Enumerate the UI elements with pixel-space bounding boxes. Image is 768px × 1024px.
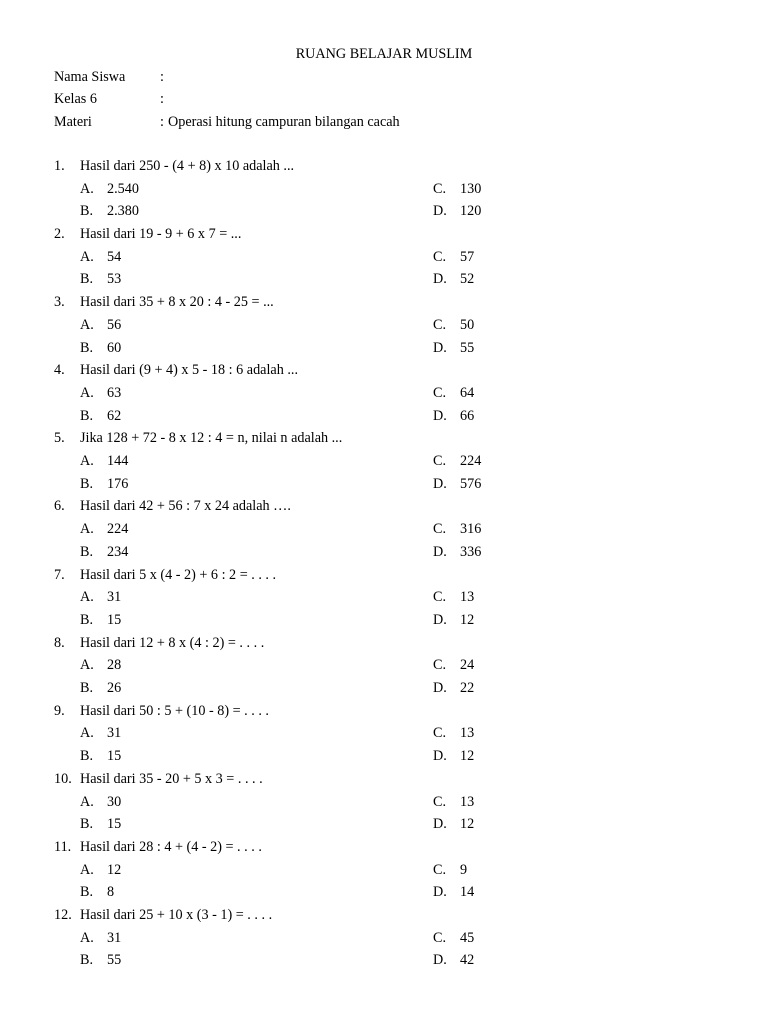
question-stem	[0, 291, 768, 314]
option-value: 53	[107, 271, 122, 288]
option-letter: C.	[433, 521, 447, 538]
option-letter: D.	[433, 680, 447, 697]
question-number: 10.	[54, 770, 72, 787]
option-letter: D.	[433, 884, 447, 901]
option-letter: B.	[80, 407, 94, 424]
question-number: 6.	[54, 498, 65, 515]
option-row	[0, 859, 768, 882]
option-value: 234	[107, 543, 129, 560]
option-row	[0, 745, 768, 768]
question-item	[0, 427, 768, 495]
option-value: 66	[460, 407, 475, 424]
option-value: 2.540	[107, 180, 139, 197]
option-row	[0, 246, 768, 269]
option-value: 63	[107, 384, 122, 401]
class-label: Kelas 6	[54, 91, 97, 107]
option-value: 31	[107, 725, 122, 742]
question-number: 7.	[54, 566, 65, 583]
option-value: 31	[107, 589, 122, 606]
question-text: Hasil dari 19 - 9 + 6 x 7 = ...	[80, 226, 242, 243]
option-value: 15	[107, 816, 122, 833]
question-text: Hasil dari 35 - 20 + 5 x 3 = . . . .	[80, 770, 263, 787]
option-letter: C.	[433, 929, 447, 946]
question-number: 8.	[54, 634, 65, 651]
option-letter: A.	[80, 589, 94, 606]
option-value: 12	[460, 611, 475, 628]
option-value: 52	[460, 271, 475, 288]
option-value: 12	[460, 816, 475, 833]
question-item	[0, 223, 768, 291]
option-value: 56	[107, 316, 122, 333]
question-item	[0, 700, 768, 768]
option-row	[0, 382, 768, 405]
option-value: 224	[460, 453, 482, 470]
question-number: 4.	[54, 362, 65, 379]
option-value: 224	[107, 521, 129, 538]
option-value: 42	[460, 952, 475, 969]
option-letter: A.	[80, 180, 94, 197]
option-row	[0, 654, 768, 677]
option-value: 8	[107, 884, 115, 901]
option-value: 15	[107, 748, 122, 765]
option-letter: D.	[433, 271, 447, 288]
option-letter: C.	[433, 248, 447, 265]
question-stem	[0, 836, 768, 859]
option-letter: A.	[80, 725, 94, 742]
option-value: 13	[460, 589, 475, 606]
question-stem	[0, 427, 768, 450]
question-number: 12.	[54, 907, 72, 924]
option-value: 15	[107, 611, 122, 628]
option-letter: D.	[433, 611, 447, 628]
option-letter: A.	[80, 453, 94, 470]
question-text: Hasil dari 35 + 8 x 20 : 4 - 25 = ...	[80, 294, 274, 311]
option-row	[0, 337, 768, 360]
option-row	[0, 450, 768, 473]
option-letter: C.	[433, 657, 447, 674]
option-value: 54	[107, 248, 122, 265]
question-stem	[0, 700, 768, 723]
option-row	[0, 722, 768, 745]
question-text: Hasil dari 250 - (4 + 8) x 10 adalah ...	[80, 158, 295, 174]
option-letter: A.	[80, 521, 94, 538]
class-separator: :	[160, 91, 164, 107]
question-item	[0, 495, 768, 563]
question-text: Hasil dari 25 + 10 x (3 - 1) = . . . .	[80, 907, 273, 924]
question-item	[0, 291, 768, 359]
option-letter: D.	[433, 748, 447, 765]
option-letter: B.	[80, 816, 94, 833]
option-letter: C.	[433, 589, 447, 606]
question-number: 3.	[54, 294, 65, 311]
option-value: 336	[460, 543, 482, 560]
option-row	[0, 541, 768, 564]
option-letter: B.	[80, 271, 94, 288]
option-value: 14	[460, 884, 475, 901]
question-item	[0, 564, 768, 632]
option-value: 45	[460, 929, 475, 946]
option-row	[0, 609, 768, 632]
option-value: 316	[460, 521, 482, 538]
option-letter: C.	[433, 384, 447, 401]
option-row	[0, 881, 768, 904]
option-value: 30	[107, 793, 122, 810]
question-item	[0, 768, 768, 836]
option-row	[0, 405, 768, 428]
option-row	[0, 677, 768, 700]
option-row	[0, 949, 768, 972]
option-letter: C.	[433, 453, 447, 470]
option-letter: C.	[433, 861, 447, 878]
option-letter: B.	[80, 884, 94, 901]
option-letter: D.	[433, 475, 447, 492]
option-letter: B.	[80, 952, 94, 969]
option-value: 144	[107, 453, 129, 470]
question-number: 2.	[54, 226, 65, 243]
option-row	[0, 791, 768, 814]
option-value: 2.380	[107, 203, 139, 220]
question-text: Jika 128 + 72 - 8 x 12 : 4 = n, nilai n adalah ...	[80, 430, 343, 447]
question-stem	[0, 564, 768, 587]
student-name-label: Nama Siswa	[54, 69, 126, 85]
question-item	[0, 632, 768, 700]
subject-separator: :	[160, 114, 164, 130]
class-row	[54, 90, 714, 108]
subject-label: Materi	[54, 114, 92, 130]
option-row	[0, 178, 768, 201]
question-text: Hasil dari 12 + 8 x (4 : 2) = . . . .	[80, 634, 265, 651]
question-text: Hasil dari 28 : 4 + (4 - 2) = . . . .	[80, 838, 262, 855]
option-value: 12	[107, 861, 122, 878]
option-row	[0, 813, 768, 836]
option-row	[0, 927, 768, 950]
subject-value: Operasi hitung campuran bilangan cacah	[168, 114, 400, 130]
question-item	[0, 359, 768, 427]
option-letter: A.	[80, 316, 94, 333]
option-value: 176	[107, 475, 129, 492]
question-item	[0, 155, 768, 223]
option-letter: A.	[80, 248, 94, 265]
option-letter: D.	[433, 816, 447, 833]
option-value: 26	[107, 680, 122, 697]
question-text: Hasil dari 50 : 5 + (10 - 8) = . . . .	[80, 702, 269, 719]
option-letter: A.	[80, 793, 94, 810]
option-letter: A.	[80, 384, 94, 401]
subject-row	[54, 113, 714, 131]
option-letter: C.	[433, 180, 447, 197]
option-value: 31	[107, 929, 122, 946]
option-value: 576	[460, 475, 482, 492]
question-text: Hasil dari (9 + 4) x 5 - 18 : 6 adalah ...	[80, 362, 299, 379]
question-text: Hasil dari 42 + 56 : 7 x 24 adalah ….	[80, 498, 291, 515]
option-value: 24	[460, 657, 475, 674]
question-text: Hasil dari 5 x (4 - 2) + 6 : 2 = . . . .	[80, 566, 277, 583]
option-letter: D.	[433, 952, 447, 969]
question-item	[0, 904, 768, 972]
question-number: 9.	[54, 702, 65, 719]
option-letter: D.	[433, 407, 447, 424]
option-value: 130	[460, 180, 482, 197]
question-list	[0, 155, 768, 972]
option-letter: B.	[80, 203, 94, 220]
option-value: 22	[460, 680, 475, 697]
option-value: 57	[460, 248, 475, 265]
option-value: 55	[107, 952, 122, 969]
option-value: 13	[460, 725, 475, 742]
option-letter: D.	[433, 339, 447, 356]
question-item	[0, 836, 768, 904]
option-letter: B.	[80, 475, 94, 492]
option-value: 64	[460, 384, 475, 401]
page-title: RUANG BELAJAR MUSLIM	[295, 46, 473, 62]
question-stem	[0, 359, 768, 382]
option-row	[0, 200, 768, 223]
option-value: 62	[107, 407, 122, 424]
option-letter: B.	[80, 680, 94, 697]
option-letter: B.	[80, 543, 94, 560]
option-row	[0, 473, 768, 496]
option-letter: A.	[80, 861, 94, 878]
option-value: 60	[107, 339, 122, 356]
option-letter: D.	[433, 543, 447, 560]
question-number: 11.	[54, 838, 72, 855]
option-row	[0, 314, 768, 337]
question-stem	[0, 904, 768, 927]
option-letter: D.	[433, 203, 447, 220]
question-stem	[0, 495, 768, 518]
option-value: 50	[460, 316, 475, 333]
option-letter: B.	[80, 339, 94, 356]
question-stem	[0, 768, 768, 791]
option-row	[0, 518, 768, 541]
option-letter: C.	[433, 725, 447, 742]
option-letter: B.	[80, 611, 94, 628]
option-row	[0, 586, 768, 609]
option-value: 55	[460, 339, 475, 356]
question-stem	[0, 632, 768, 655]
option-letter: C.	[433, 793, 447, 810]
option-row	[0, 268, 768, 291]
question-stem	[0, 223, 768, 246]
option-value: 9	[460, 861, 468, 878]
option-letter: B.	[80, 748, 94, 765]
option-letter: A.	[80, 657, 94, 674]
option-value: 13	[460, 793, 475, 810]
option-value: 12	[460, 748, 475, 765]
question-number: 5.	[54, 430, 65, 447]
option-letter: C.	[433, 316, 447, 333]
option-value: 28	[107, 657, 122, 674]
student-name-row	[54, 68, 714, 86]
student-name-separator: :	[160, 69, 164, 85]
question-stem	[0, 155, 768, 178]
question-number: 1.	[54, 158, 65, 174]
option-value: 120	[460, 203, 482, 220]
option-letter: A.	[80, 929, 94, 946]
